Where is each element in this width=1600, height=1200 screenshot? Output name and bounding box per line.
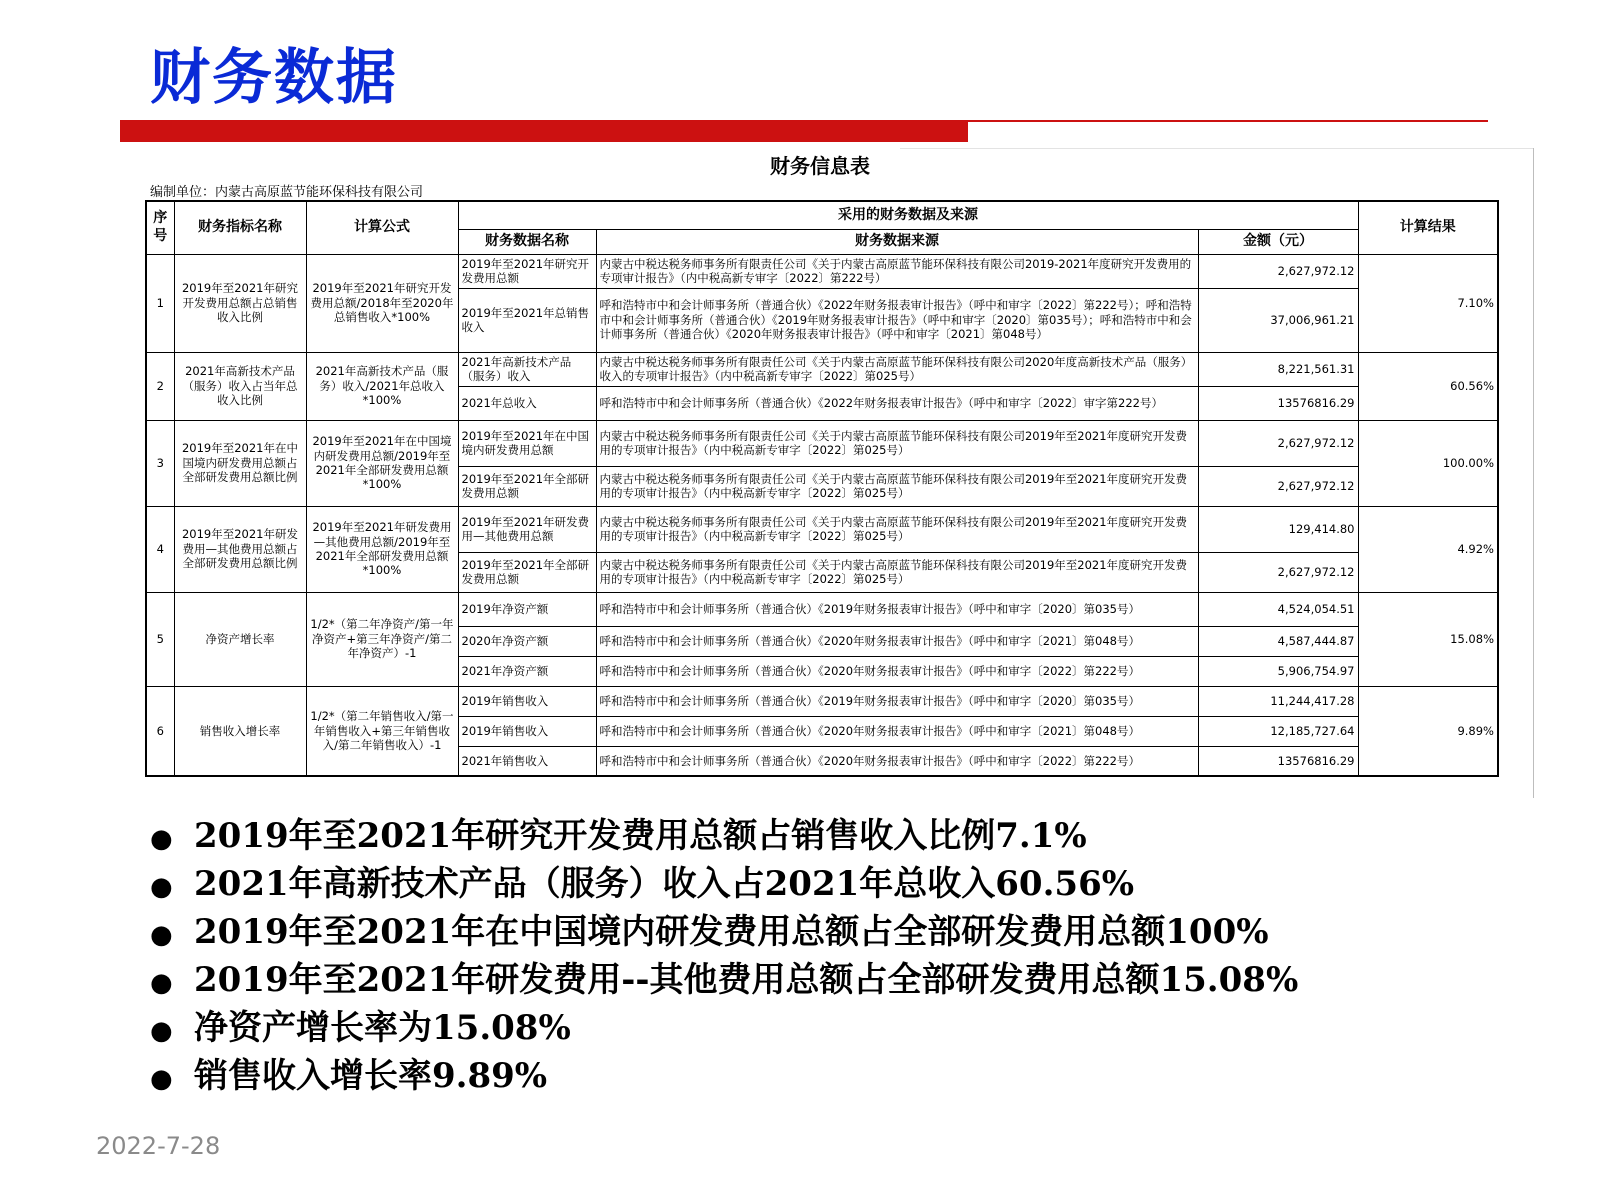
cell-data-name: 2019年至2021年在中国境内研发费用总额	[458, 420, 596, 466]
cell-data-name: 2019年至2021年总销售收入	[458, 288, 596, 352]
cell-data-source: 内蒙古中税达税务师事务所有限责任公司《关于内蒙古高原蓝节能环保科技有限公司2019年至2021年度研究开发费用的专项审计报告》（内中税高新专审字〔2022〕第025号）	[596, 466, 1198, 506]
prepared-by-label: 编制单位：内蒙古高原蓝节能环保科技有限公司	[150, 185, 424, 200]
cell-result: 15.08%	[1358, 592, 1498, 686]
cell-data-source: 内蒙古中税达税务师事务所有限责任公司《关于内蒙古高原蓝节能环保科技有限公司2019年至2021年度研究开发费用的专项审计报告》（内中税高新专审字〔2022〕第025号）	[596, 506, 1198, 552]
cell-formula: 2019年至2021年研发费用—其他费用总额/2019年至2021年全部研发费用总额*100%	[306, 506, 458, 592]
summary-bullet-list	[150, 812, 1298, 1100]
cell-result: 60.56%	[1358, 352, 1498, 420]
cell-data-name: 2019年至2021年研究开发费用总额	[458, 254, 596, 288]
cell-data-name: 2021年净资产额	[458, 656, 596, 686]
cell-amount: 8,221,561.31	[1198, 352, 1358, 386]
document-border-right	[1533, 148, 1534, 798]
cell-result: 4.92%	[1358, 506, 1498, 592]
cell-formula: 1/2*（第二年净资产/第一年净资产+第三年净资产/第二年净资产）-1	[306, 592, 458, 686]
cell-result: 9.89%	[1358, 686, 1498, 776]
bullet-dot-icon: ●	[150, 1016, 173, 1046]
cell-data-name: 2019年至2021年研发费用—其他费用总额	[458, 506, 596, 552]
header-data-source: 财务数据来源	[596, 229, 1198, 254]
summary-bullet	[150, 860, 1298, 908]
summary-bullet-text: 2019年至2021年在中国境内研发费用总额占全部研发费用总额100%	[194, 912, 1269, 952]
cell-data-source: 呼和浩特市中和会计师事务所（普通合伙）《2020年财务报表审计报告》（呼中和审字〔2021〕第048号）	[596, 716, 1198, 746]
summary-bullet	[150, 812, 1298, 860]
cell-indicator: 2021年高新技术产品（服务）收入占当年总收入比例	[174, 352, 306, 420]
cell-amount: 12,185,727.64	[1198, 716, 1358, 746]
cell-data-source: 内蒙古中税达税务师事务所有限责任公司《关于内蒙古高原蓝节能环保科技有限公司2019年至2021年度研究开发费用的专项审计报告》（内中税高新专审字〔2022〕第025号）	[596, 552, 1198, 592]
table-row	[146, 592, 1498, 626]
cell-indicator: 销售收入增长率	[174, 686, 306, 776]
cell-result: 7.10%	[1358, 254, 1498, 352]
cell-data-name: 2019年净资产额	[458, 592, 596, 626]
table-row	[146, 254, 1498, 288]
title-underline-bar	[120, 120, 968, 142]
header-indicator: 财务指标名称	[174, 201, 306, 254]
summary-bullet-text: 2021年高新技术产品（服务）收入占2021年总收入60.56%	[194, 864, 1135, 904]
cell-data-name: 2021年高新技术产品（服务）收入	[458, 352, 596, 386]
header-data-name: 财务数据名称	[458, 229, 596, 254]
table-row	[146, 686, 1498, 716]
cell-amount: 11,244,417.28	[1198, 686, 1358, 716]
header-source-group: 采用的财务数据及来源	[458, 201, 1358, 229]
summary-bullet-text: 净资产增长率为15.08%	[194, 1008, 571, 1048]
cell-amount: 2,627,972.12	[1198, 466, 1358, 506]
cell-amount: 37,006,961.21	[1198, 288, 1358, 352]
cell-seq: 6	[146, 686, 174, 776]
cell-data-source: 呼和浩特市中和会计师事务所（普通合伙）《2020年财务报表审计报告》（呼中和审字〔2022〕第222号）	[596, 656, 1198, 686]
cell-data-source: 呼和浩特市中和会计师事务所（普通合伙）《2020年财务报表审计报告》（呼中和审字〔2022〕第222号）	[596, 746, 1198, 776]
cell-data-name: 2019年至2021年全部研发费用总额	[458, 552, 596, 592]
cell-amount: 4,587,444.87	[1198, 626, 1358, 656]
cell-data-source: 内蒙古中税达税务师事务所有限责任公司《关于内蒙古高原蓝节能环保科技有限公司2020年度高新技术产品（服务）收入的专项审计报告》（内中税高新专审字〔2022〕第025号）	[596, 352, 1198, 386]
cell-seq: 1	[146, 254, 174, 352]
cell-indicator: 2019年至2021年研发费用—其他费用总额占全部研发费用总额比例	[174, 506, 306, 592]
table-row	[146, 420, 1498, 466]
cell-data-name: 2019年销售收入	[458, 686, 596, 716]
cell-result: 100.00%	[1358, 420, 1498, 506]
cell-formula: 2019年至2021年研究开发费用总额/2018年至2020年总销售收入*100%	[306, 254, 458, 352]
cell-formula: 2019年至2021年在中国境内研发费用总额/2019年至2021年全部研发费用总额*100%	[306, 420, 458, 506]
table-row	[146, 506, 1498, 552]
cell-data-source: 内蒙古中税达税务师事务所有限责任公司《关于内蒙古高原蓝节能环保科技有限公司2019年至2021年度研究开发费用的专项审计报告》（内中税高新专审字〔2022〕第025号）	[596, 420, 1198, 466]
table-title: 财务信息表	[770, 154, 870, 178]
cell-amount: 2,627,972.12	[1198, 552, 1358, 592]
header-formula: 计算公式	[306, 201, 458, 254]
cell-data-source: 呼和浩特市中和会计师事务所（普通合伙）《2019年财务报表审计报告》（呼中和审字〔2020〕第035号）	[596, 592, 1198, 626]
summary-bullet-text: 销售收入增长率9.89%	[194, 1056, 548, 1096]
bullet-dot-icon: ●	[150, 920, 173, 950]
header-seq: 序号	[146, 201, 174, 254]
cell-formula: 2021年高新技术产品（服务）收入/2021年总收入*100%	[306, 352, 458, 420]
title-underline-line	[968, 120, 1488, 122]
cell-indicator: 净资产增长率	[174, 592, 306, 686]
bullet-dot-icon: ●	[150, 1064, 173, 1094]
summary-bullet	[150, 1004, 1298, 1052]
cell-data-name: 2021年销售收入	[458, 746, 596, 776]
cell-indicator: 2019年至2021年在中国境内研发费用总额占全部研发费用总额比例	[174, 420, 306, 506]
cell-amount: 4,524,054.51	[1198, 592, 1358, 626]
slide-date: 2022-7-28	[96, 1132, 221, 1160]
summary-bullet	[150, 1052, 1298, 1100]
cell-data-source: 内蒙古中税达税务师事务所有限责任公司《关于内蒙古高原蓝节能环保科技有限公司2019-2021年度研究开发费用的专项审计报告》（内中税高新专审字〔2022〕第222号）	[596, 254, 1198, 288]
header-result: 计算结果	[1358, 201, 1498, 254]
cell-amount: 13576816.29	[1198, 746, 1358, 776]
financial-info-table	[145, 200, 1499, 777]
cell-data-name: 2019年销售收入	[458, 716, 596, 746]
slide-title: 财务数据	[150, 43, 398, 113]
cell-seq: 4	[146, 506, 174, 592]
header-amount: 金额（元）	[1198, 229, 1358, 254]
cell-data-name: 2021年总收入	[458, 386, 596, 420]
cell-seq: 3	[146, 420, 174, 506]
cell-amount: 2,627,972.12	[1198, 420, 1358, 466]
cell-amount: 2,627,972.12	[1198, 254, 1358, 288]
summary-bullet	[150, 956, 1298, 1004]
summary-bullet	[150, 908, 1298, 956]
summary-bullet-text: 2019年至2021年研发费用--其他费用总额占全部研发费用总额15.08%	[194, 960, 1299, 1000]
table-row	[146, 352, 1498, 386]
bullet-dot-icon: ●	[150, 872, 173, 902]
cell-indicator: 2019年至2021年研究开发费用总额占总销售收入比例	[174, 254, 306, 352]
cell-data-source: 呼和浩特市中和会计师事务所（普通合伙）《2022年财务报表审计报告》（呼中和审字〔2022〕审字第222号）	[596, 386, 1198, 420]
document-border-top	[900, 148, 1533, 149]
summary-bullet-text: 2019年至2021年研究开发费用总额占销售收入比例7.1%	[194, 816, 1087, 856]
cell-amount: 13576816.29	[1198, 386, 1358, 420]
cell-seq: 5	[146, 592, 174, 686]
cell-amount: 5,906,754.97	[1198, 656, 1358, 686]
cell-formula: 1/2*（第二年销售收入/第一年销售收入+第三年销售收入/第二年销售收入）-1	[306, 686, 458, 776]
bullet-dot-icon: ●	[150, 824, 173, 854]
cell-data-source: 呼和浩特市中和会计师事务所（普通合伙）《2020年财务报表审计报告》（呼中和审字〔2021〕第048号）	[596, 626, 1198, 656]
cell-data-name: 2020年净资产额	[458, 626, 596, 656]
cell-data-source: 呼和浩特市中和会计师事务所（普通合伙）《2019年财务报表审计报告》（呼中和审字〔2020〕第035号）	[596, 686, 1198, 716]
cell-seq: 2	[146, 352, 174, 420]
cell-data-source: 呼和浩特市中和会计师事务所（普通合伙）《2022年财务报表审计报告》（呼中和审字〔2022〕第222号）；呼和浩特市中和会计师事务所（普通合伙）《2019年财务报表审计报告》（呼中和审字〔2020〕第035号）；呼和浩特市中和会计师事务所（普通合伙）《2020年财务报表审计报告》（呼中和审字〔2021〕第048号）	[596, 288, 1198, 352]
cell-amount: 129,414.80	[1198, 506, 1358, 552]
bullet-dot-icon: ●	[150, 968, 173, 998]
cell-data-name: 2019年至2021年全部研发费用总额	[458, 466, 596, 506]
